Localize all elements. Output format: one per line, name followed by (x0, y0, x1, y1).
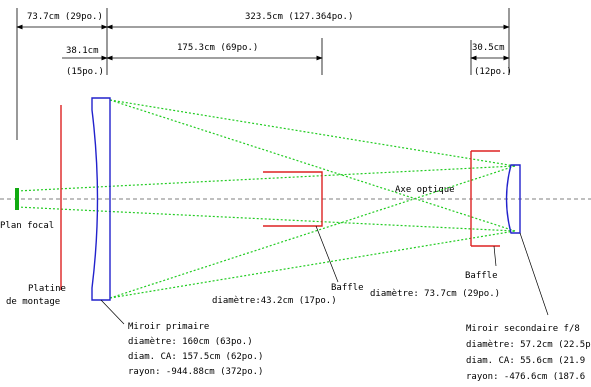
primary-mirror-diameter: diamètre: 160cm (63po.) (128, 337, 253, 347)
baffle-1-leader (316, 226, 338, 282)
mounting-plate-label-line1: Platine (28, 284, 66, 294)
baffle-secondary (471, 151, 500, 246)
secondary-mirror-title: Miroir secondaire f/8 (466, 324, 580, 334)
secondary-mirror-radius: rayon: -476.6cm (187.6 (466, 372, 586, 382)
baffle-2-title: Baffle (465, 271, 498, 281)
primary-mirror-title: Miroir primaire (128, 322, 210, 332)
dim-primary-thickness-in: (15po.) (66, 67, 104, 77)
dim-total-main: 323.5cm (127.364po.) (245, 12, 354, 22)
primary-mirror-leader (101, 300, 124, 324)
secondary-mirror-diameter: diamètre: 57.2cm (22.5p (466, 340, 591, 350)
primary-mirror-radius: rayon: -944.88cm (372po.) (128, 367, 264, 377)
baffle-2-diameter: diamètre: 73.7cm (29po.) (370, 289, 501, 299)
dim-total-left: 73.7cm (29po.) (27, 12, 103, 22)
baffle-primary (263, 172, 322, 226)
baffle-1-diameter: diamètre:43.2cm (17po.) (212, 296, 337, 306)
dim-primary-thickness: 38.1cm (66, 46, 99, 56)
mounting-plate-label-line2: de montage (6, 297, 61, 307)
secondary-mirror-leader (520, 233, 548, 315)
dim-secondary-gap-in: (12po.) (474, 67, 512, 77)
primary-mirror-clear-aperture: diam. CA: 157.5cm (62po.) (128, 352, 264, 362)
focal-plane-label: Plan focal (0, 221, 55, 231)
secondary-mirror-clear-aperture: diam. CA: 55.6cm (21.9 (466, 356, 586, 366)
dim-baffle-distance: 175.3cm (69po.) (177, 43, 259, 53)
axis-label: Axe optique (395, 185, 455, 195)
dim-secondary-gap: 30.5cm (472, 43, 505, 53)
baffle-1-title: Baffle (331, 283, 364, 293)
baffle-2-leader (494, 246, 496, 266)
focal-plane-marker (15, 188, 19, 210)
